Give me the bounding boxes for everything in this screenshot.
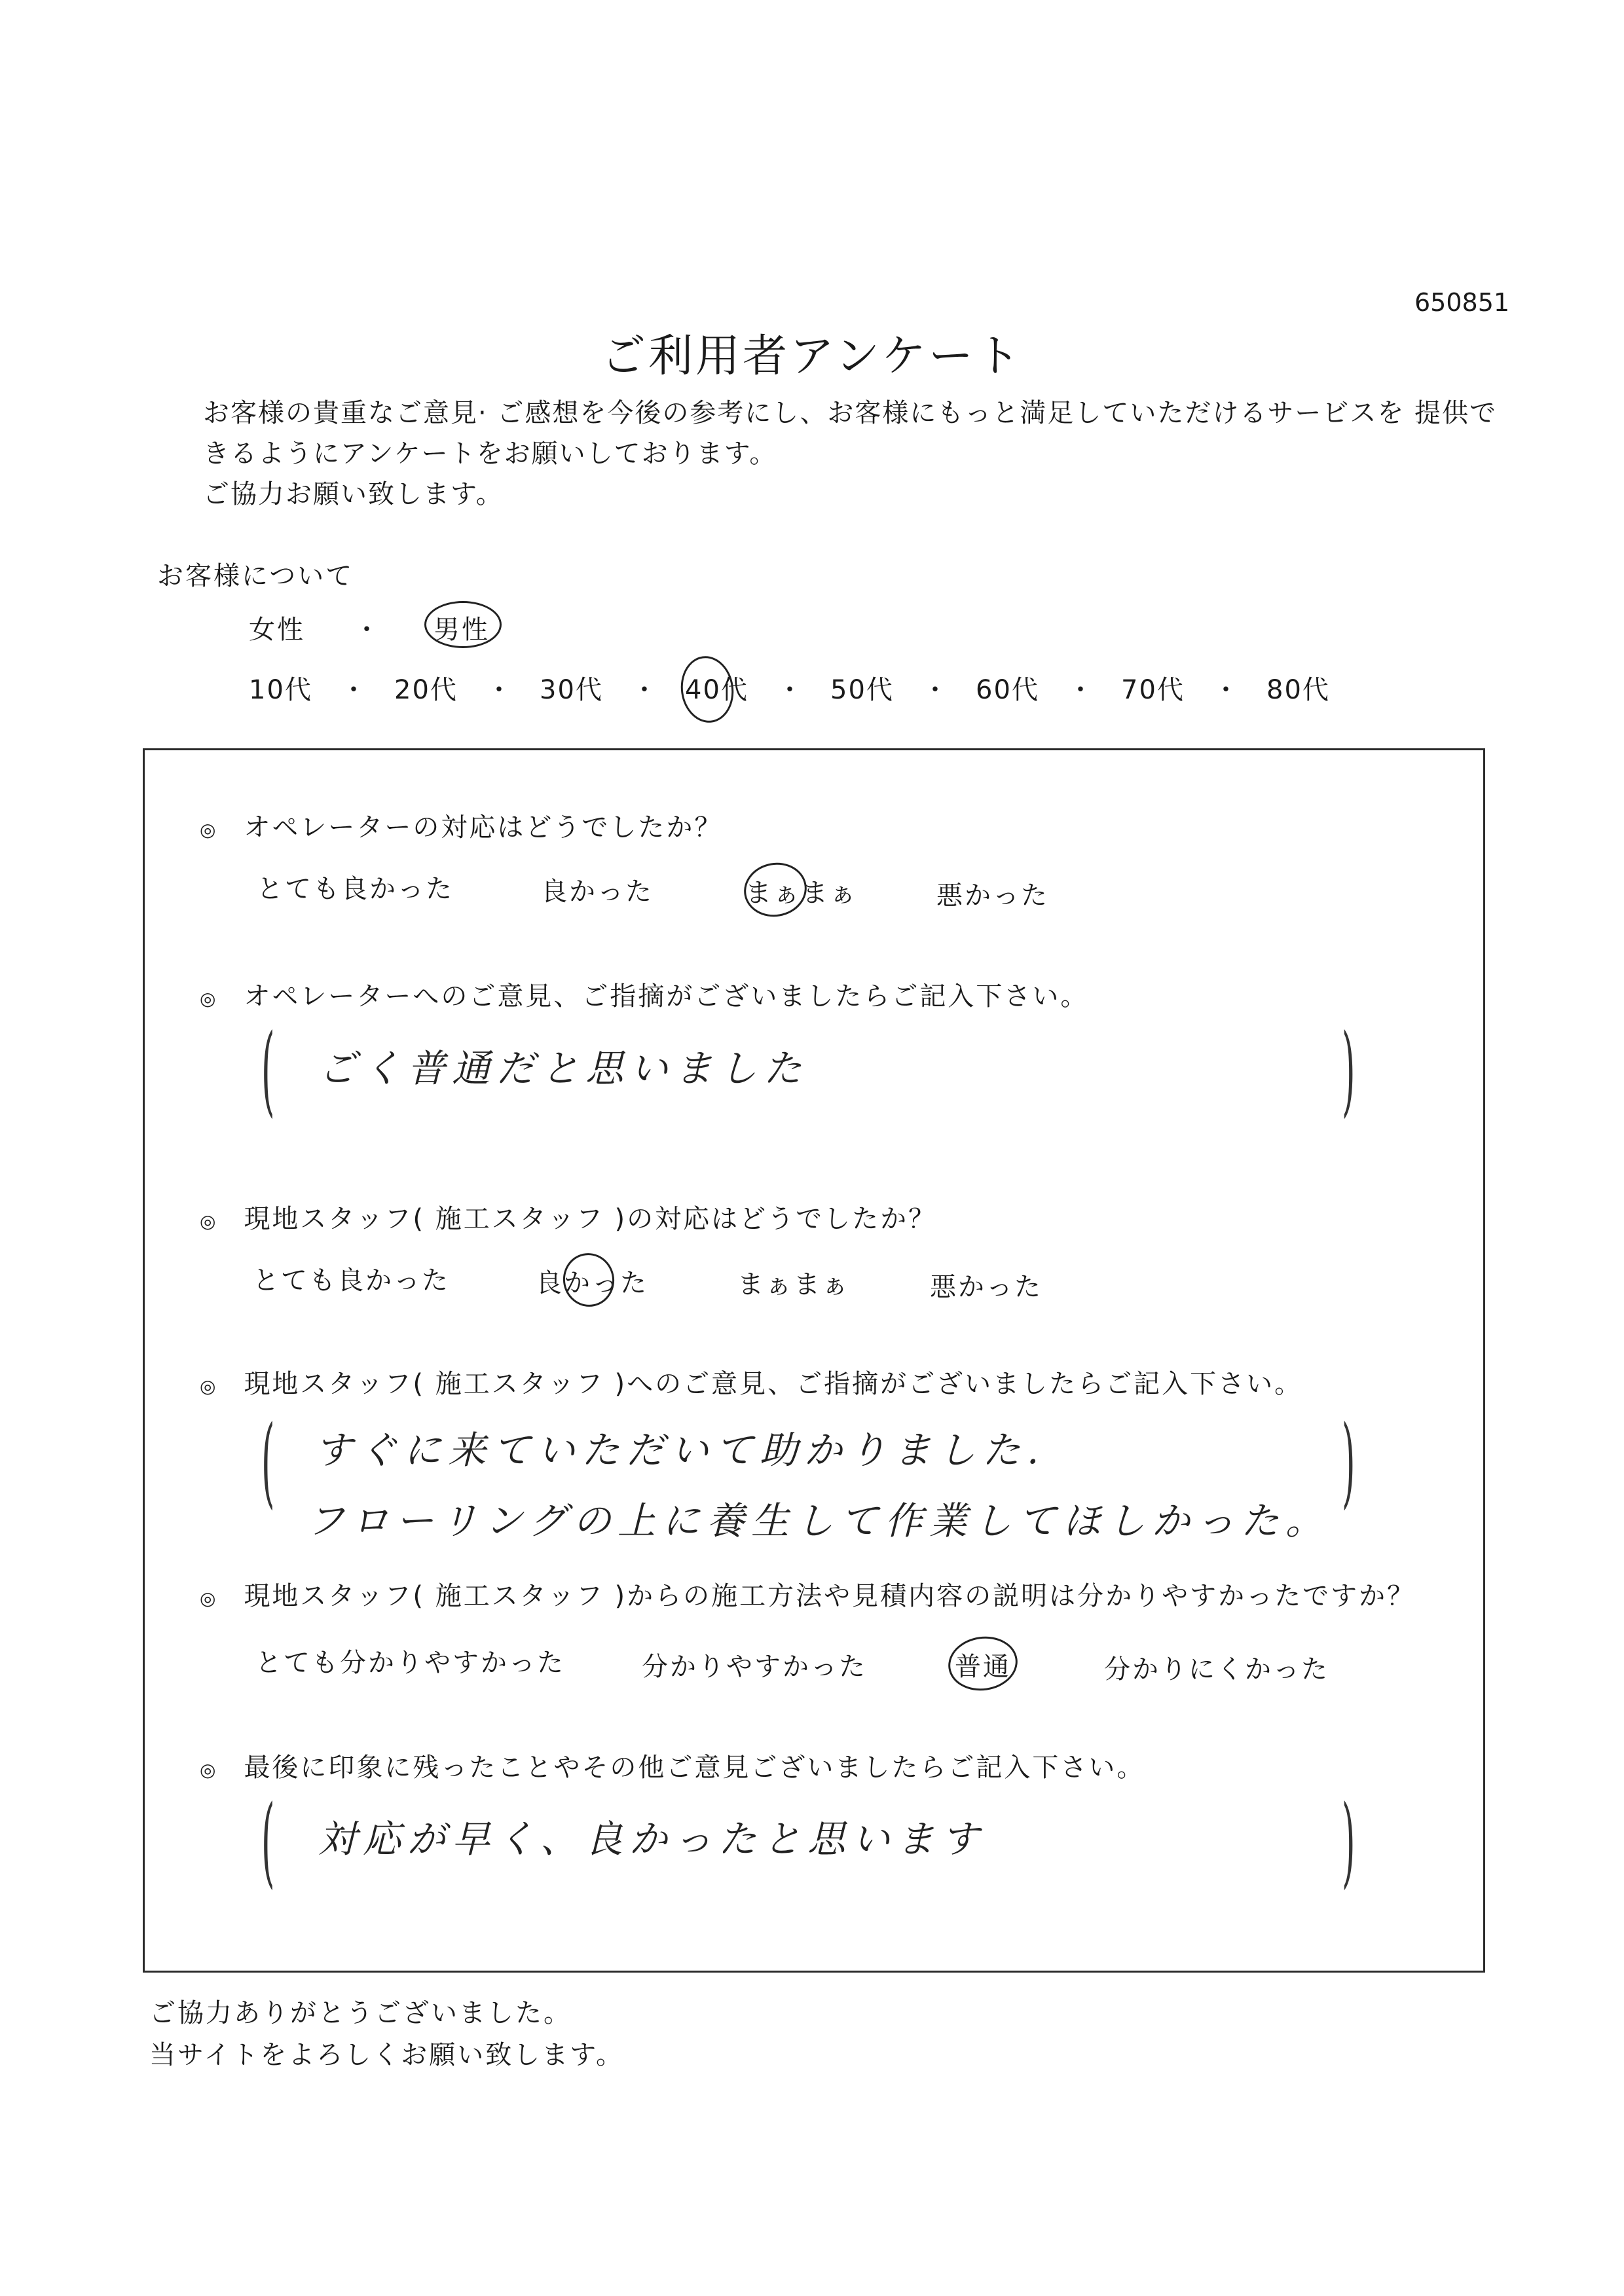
- intro-line: お客様の貴重なご意見· ご感想を今後の参考にし、お客様にもっと満足していただけるサービスを 提供で: [203, 398, 1498, 428]
- q3-option-good[interactable]: 良かった: [536, 1268, 648, 1298]
- question-operator-comments: [200, 975, 1088, 1013]
- separator: ・: [341, 675, 367, 705]
- bullet-icon: ◎: [200, 819, 218, 841]
- age-option[interactable]: 10代: [249, 675, 312, 705]
- question-text: 現地スタッフ( 施工スタッフ )からの施工方法や見積内容の説明は分かりやすかったですか？: [244, 1581, 1416, 1611]
- q3-option-very-good[interactable]: とても良かった: [253, 1266, 450, 1296]
- footer-text: [149, 1992, 624, 2076]
- footer-line: ご協力ありがとうございました。: [149, 1998, 572, 2028]
- handwritten-answer[interactable]: ごく普通だと思いました: [318, 1046, 809, 1091]
- separator: ・: [1213, 675, 1239, 705]
- question-staff-response: [200, 1198, 936, 1235]
- q1-option-good[interactable]: 良かった: [541, 877, 654, 907]
- question-text: オペレーターの対応はどうでしたか？: [244, 812, 723, 843]
- page-title: ご利用者アンケート: [601, 331, 1023, 382]
- q5-option-easy[interactable]: 分かりやすかった: [642, 1652, 867, 1682]
- gender-option-male[interactable]: 男性: [434, 615, 490, 645]
- handwritten-answer[interactable]: すぐに来ていただいて助かりました.: [314, 1428, 1046, 1472]
- footer-line: 当サイトをよろしくお願い致します。: [149, 2040, 624, 2070]
- age-option[interactable]: 60代: [976, 675, 1039, 705]
- bracket-close: ): [1342, 1405, 1356, 1519]
- q3-option-bad[interactable]: 悪かった: [930, 1272, 1043, 1302]
- intro-line: ご協力お願い致します。: [203, 479, 504, 509]
- separator: ・: [777, 675, 803, 705]
- bullet-icon: ◎: [200, 1759, 218, 1781]
- bracket-open: (: [261, 1405, 275, 1519]
- question-final-comments: [200, 1747, 1145, 1784]
- q5-option-very-easy[interactable]: とても分かりやすかった: [255, 1648, 565, 1678]
- question-staff-explanation: [200, 1575, 1415, 1613]
- age-option[interactable]: 70代: [1121, 675, 1185, 705]
- q1-option-bad[interactable]: 悪かった: [936, 881, 1049, 911]
- bullet-icon: ◎: [200, 1211, 218, 1232]
- selection-circle: [424, 601, 502, 648]
- separator: ・: [631, 675, 657, 705]
- age-option[interactable]: 20代: [394, 675, 458, 705]
- question-text: 現地スタッフ( 施工スタッフ )へのご意見、ご指摘がございましたらご記入下さい。: [244, 1369, 1303, 1399]
- handwritten-answer[interactable]: 対応が早く、良かったと思います: [318, 1817, 986, 1861]
- bracket-close: ): [1342, 1013, 1356, 1127]
- separator: ・: [922, 675, 948, 705]
- q5-option-normal[interactable]: 普通: [955, 1652, 1011, 1682]
- question-text: 現地スタッフ( 施工スタッフ )の対応はどうでしたか？: [244, 1204, 937, 1234]
- separator: ・: [486, 675, 512, 705]
- age-option[interactable]: 40代: [685, 675, 748, 705]
- document-id: 650851: [1414, 288, 1510, 317]
- q5-option-hard[interactable]: 分かりにくかった: [1104, 1654, 1329, 1685]
- selection-circle: [676, 653, 737, 726]
- bullet-icon: ◎: [200, 1588, 218, 1609]
- q3-option-so-so[interactable]: まぁまぁ: [737, 1269, 850, 1300]
- gender-option-female[interactable]: 女性: [249, 615, 305, 645]
- intro-text: [203, 393, 1513, 515]
- intro-line: きるようにアンケートをお願いしております。: [203, 439, 777, 469]
- q1-option-so-so[interactable]: まぁまぁ: [745, 878, 858, 908]
- question-text: 最後に印象に残ったことやその他ご意見ございましたらご記入下さい。: [244, 1753, 1145, 1783]
- age-option[interactable]: 80代: [1266, 675, 1330, 705]
- handwritten-answer[interactable]: フローリングの上に養生して作業してほしかった。: [306, 1499, 1330, 1543]
- bracket-open: (: [261, 1785, 275, 1899]
- question-text: オペレーターへのご意見、ご指摘がございましたらご記入下さい。: [244, 981, 1089, 1011]
- question-staff-comments: [200, 1363, 1302, 1400]
- age-option[interactable]: 30代: [540, 675, 603, 705]
- separator: ・: [354, 615, 380, 645]
- bracket-open: (: [261, 1013, 275, 1127]
- bullet-icon: ◎: [200, 988, 218, 1010]
- survey-frame: [143, 748, 1485, 1973]
- customer-section-label: お客様について: [157, 561, 354, 591]
- separator: ・: [1067, 675, 1094, 705]
- q1-option-very-good[interactable]: とても良かった: [257, 874, 454, 904]
- bracket-close: ): [1342, 1785, 1356, 1899]
- question-operator-response: [200, 807, 722, 844]
- age-option[interactable]: 50代: [830, 675, 894, 705]
- bullet-icon: ◎: [200, 1376, 218, 1397]
